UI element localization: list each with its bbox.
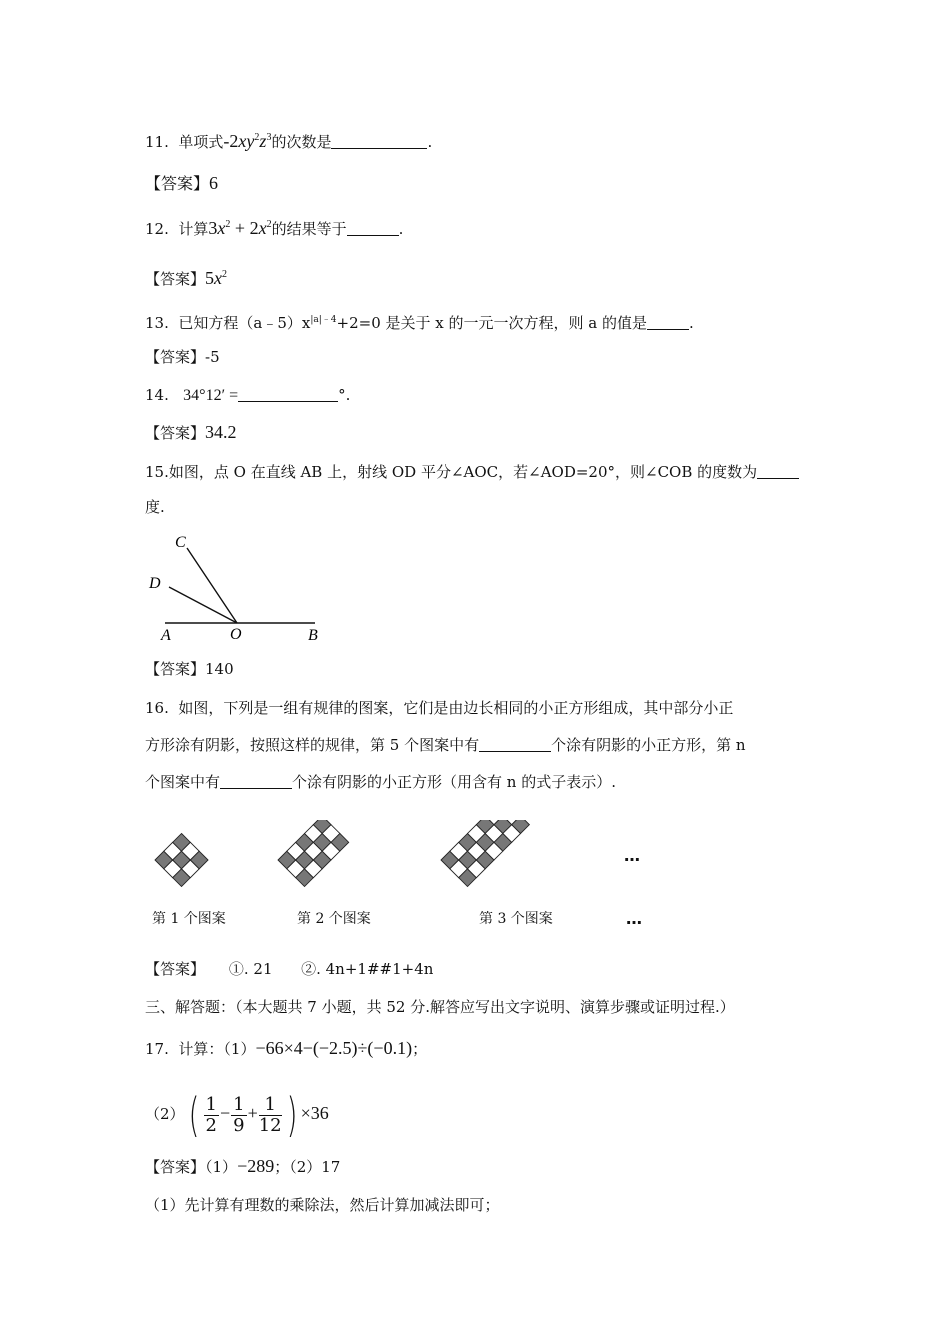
section-3-heading: 三、解答题：（本大题共 7 小题，共 52 分.解答应写出文字说明、演算步骤或证明过程.） [145,998,735,1016]
caption-pattern-2: 第 2 个图案 [297,911,371,927]
answer-blank [347,221,399,236]
label-O: O [230,626,242,643]
ray-OD [169,587,237,623]
answer-16: 【答案】 ①. 21 ②. 4n+1##1+4n [145,960,434,978]
explanation-17: （1）先计算有理数的乘除法，然后计算加减法即可； [145,1196,500,1214]
question-16: 16. 如图，下列是一组有规律的图案，它们是由边长相同的小正方形组成，其中部分小正 [145,699,734,717]
caption-pattern-1: 第 1 个图案 [152,911,226,927]
answer-12: 【答案】$5x^2$ [145,268,228,288]
question-14: 14. 34°12′ = °. [145,386,351,404]
answer-blank [757,464,799,479]
ellipsis-figure: … [624,846,641,865]
question-13: 13. 已知方程$(a﹣5)x^{|a|﹣4}+2=0$ 是关于 x 的一元一次方程，则 a 的值是 . [145,314,694,332]
label-B: B [308,627,318,644]
angle-figure [145,530,335,645]
answer-blank-1 [479,737,551,752]
answer-17: 【答案】（1）−289；（2）17 [145,1156,341,1176]
expression: $3x^2 + 2x^2$ [208,218,272,238]
answer-blank-2 [220,774,292,789]
question-12: 12. 计算$3x^2 + 2x^2$的结果等于 . [145,218,404,238]
answer-13: 【答案】-5 [145,348,220,366]
question-11: 11. 单项式$-2xy^2z^3$的次数是 . [145,131,433,151]
answer-blank [647,315,689,330]
question-16-line3: 个图案中有 个涂有阴影的小正方形（用含有 n 的式子表示）. [145,773,616,791]
answer-15: 【答案】140 [145,660,234,678]
caption-pattern-3: 第 3 个图案 [479,911,553,927]
ray-OC [187,548,237,623]
ellipsis-caption: … [626,909,643,928]
label-C: C [175,534,186,551]
monomial: $-2xy^2z^3$ [223,131,272,151]
answer-11: 【答案】6 [145,173,219,193]
answer-blank [331,134,427,149]
label-D: D [149,575,161,592]
question-17-part2: （2）( $\frac{1}{2}$ − $\frac{1}{9}$ + $\frac{1}{12}$ ) ×36 [145,1088,329,1142]
question-17: 17. 计算：（1）−66×4−(−2.5)÷(−0.1)； [145,1038,428,1058]
label-A: A [161,627,171,644]
question-15-line2: 度. [145,498,165,516]
question-16-line2: 方形涂有阴影，按照这样的规律，第 5 个图案中有 个涂有阴影的小正方形，第 n [145,736,746,754]
question-15: 15.如图，点 O 在直线 AB 上，射线 OD 平分∠AOC，若∠AOD=20°，则∠COB 的度数为 [145,461,799,483]
answer-14: 【答案】34.2 [145,422,237,442]
answer-blank [238,387,338,402]
pattern-figure [145,820,645,900]
